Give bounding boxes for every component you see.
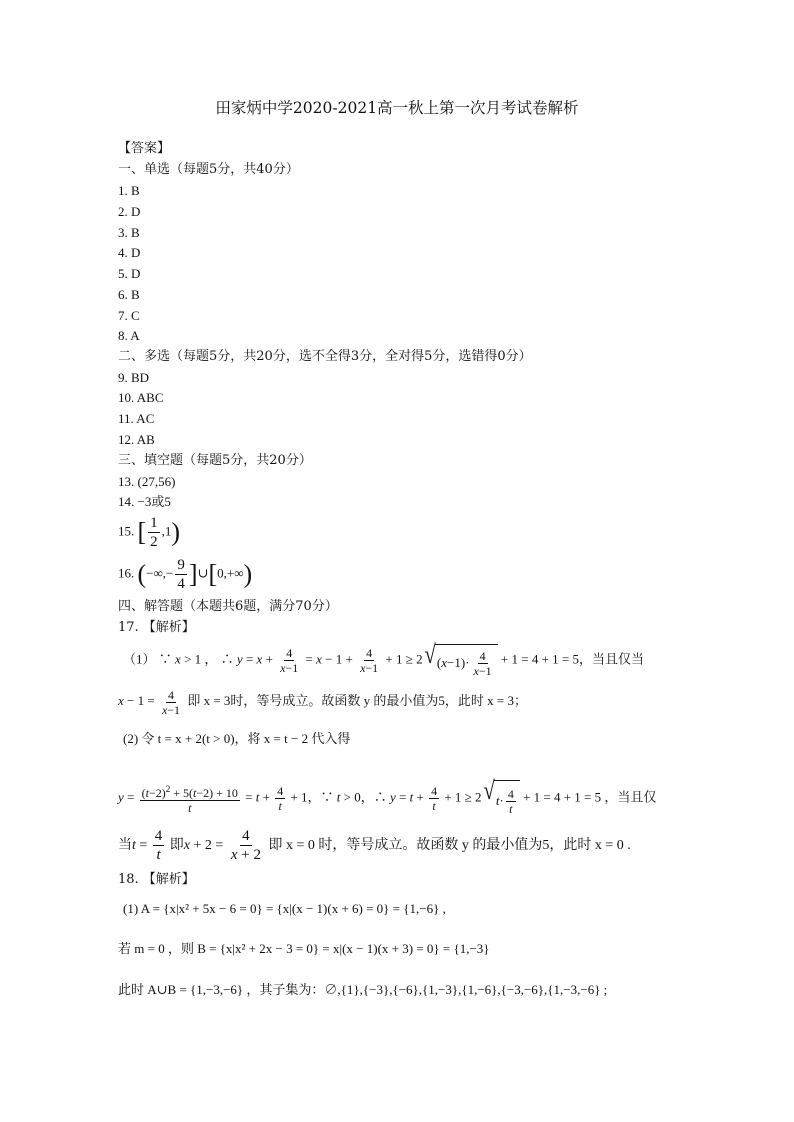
part-label: (2)	[123, 731, 139, 746]
section-solutions: 四、解答题（本题共6题，满分70分）	[118, 599, 338, 614]
answer-header: 【答案】	[118, 141, 171, 156]
answer-item: 10. ABC	[118, 390, 164, 405]
answer-item-16: 16. (−∞,− $\frac{9}{4}$ ]∪[0,+∞)	[118, 557, 253, 592]
section-multi-choice: 二、多选（每题5分，共20分，选不全得3分，全对得5分，选错得0分）	[118, 349, 532, 364]
answer-item: 13. (27,56)	[118, 474, 176, 489]
answer-item-15: 15. [ $\frac{1}{2}$ ,1)	[118, 515, 181, 550]
answer-item: 2. D	[118, 204, 141, 219]
q18-part1-line1: (1) A = {x|x² + 5x − 6 = 0} = {x|(x − 1)(x + 6) = 0} = {1,−6} ,	[123, 901, 446, 916]
part-label: （1）	[123, 651, 156, 667]
q18-part1-line3: 此时 A∪B = {1,−3,−6} ，其子集为：∅,{1},{−3},{−6},{1,−3},{1,−6},{−3,−6},{1,−3,−6} ;	[118, 982, 608, 997]
answer-item: 12. AB	[118, 432, 155, 447]
q17-part1-line1: （1） ∵ x > 1 ， ∴ y = x + $\frac{4}{x-1}$ = x − 1 + $\frac{4}{x-1}$ + 1 ≥ 2 √ ( x −1)· $\frac{4}{x-1}$ + 1 = 4 + 1 = 5，当且仅当	[123, 640, 644, 681]
answer-item: 3. B	[118, 225, 140, 240]
q18-header: 18. 【解析】	[118, 872, 195, 887]
answer-item: 5. D	[118, 266, 141, 281]
section-fill-blank: 三、填空题（每题5分，共20分）	[118, 453, 312, 468]
q17-header: 17. 【解析】	[118, 620, 195, 635]
answer-item: 7. C	[118, 308, 140, 323]
page-title: 田家炳中学2020-2021高一秋上第一次月考试卷解析	[215, 99, 579, 117]
answer-item: 9. BD	[118, 370, 150, 385]
question-number: 16.	[118, 565, 135, 581]
q17-part2-line1: (2) 令 t = x + 2(t > 0)，将 x = t − 2 代入得	[123, 731, 351, 746]
q17-part2-line3: 当t = $\frac{4}{t}$ 即x + 2 = $\frac{4}{x + 2}$ 即 x = 0 时，等号成立。故函数 y 的最小值为5，此时 x = 0 .	[118, 828, 631, 864]
answer-item: 1. B	[118, 183, 140, 198]
answer-item: 11. AC	[118, 411, 155, 426]
section-single-choice: 一、单选（每题5分，共40分）	[118, 162, 299, 177]
answer-item: 8. A	[118, 328, 140, 343]
answer-item: 6. B	[118, 287, 140, 302]
answer-item: 4. D	[118, 245, 141, 260]
part-label: (1)	[123, 901, 139, 916]
question-number: 15.	[118, 523, 135, 539]
q17-part1-line2: x − 1 = $\frac{4}{x-1}$ 即 x = 3时，等号成立。故函数 y 的最小值为5，此时 x = 3；	[118, 687, 527, 717]
q18-part1-line2: 若 m = 0 ，则 B = {x|x² + 2x − 3 = 0} = x|(x − 1)(x + 3) = 0} = {1,−3}	[118, 941, 490, 956]
answer-item: 14. −3或5	[118, 494, 171, 509]
q17-part2-line2: y = $\frac{(t-2)^2 + 5(t-2) + 10}{t}$ = t + $\frac{4}{t}$ + 1，∵ t > 0，∴ y = t + $\frac{4}{t}$ + 1 ≥ 2 √ t · $\frac{4}{t}$ + 1 = 4 + 1 = 5 ，当且仅	[118, 776, 656, 821]
